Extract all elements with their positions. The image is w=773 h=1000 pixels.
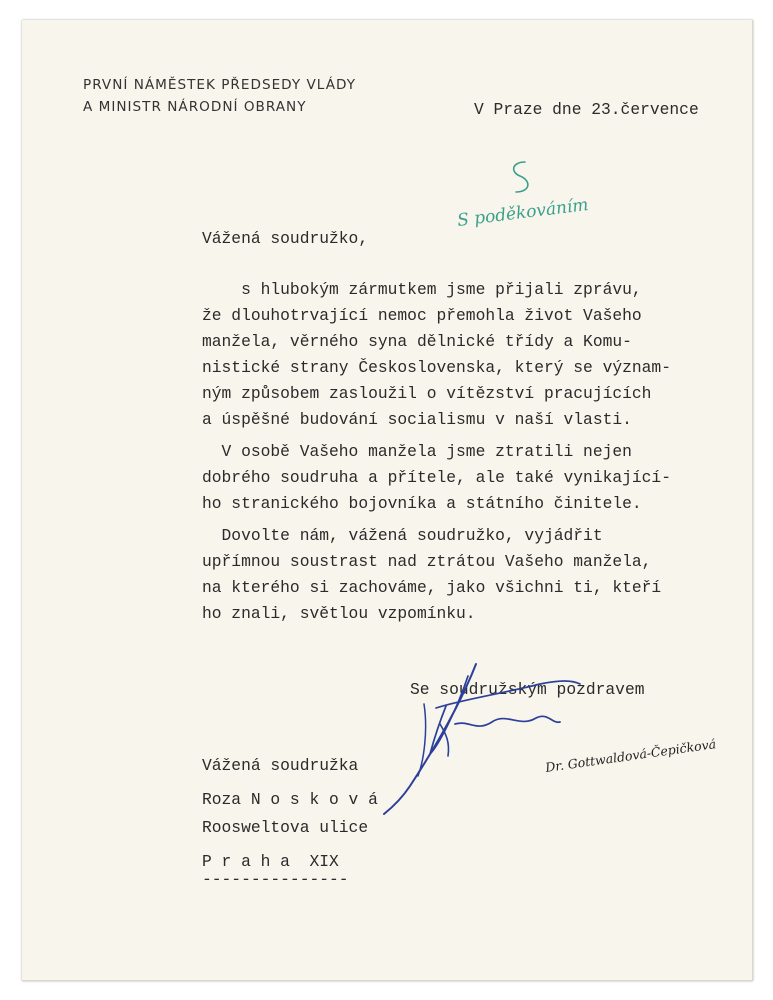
recipient-line-1: Vážená soudružka [202,756,359,775]
recipient-line-3: Roosweltova ulice [202,818,369,837]
letter-date: V Praze dne 23.července [474,100,699,119]
body-line: nistické strany Československa, který se význam- [202,358,671,377]
body-line: že dlouhotrvající nemoc přemohla život Vašeho [202,306,642,325]
body-line: a úspěšné budování socialismu v naší vlasti. [202,410,632,429]
body-line: V osobě Vašeho manžela jsme ztratili nejen [202,442,632,461]
letterhead-line-2: A MINISTR NÁRODNÍ OBRANY [83,99,307,115]
body-line: ným způsobem zasloužil o vítězství pracujících [202,384,652,403]
body-line: Dovolte nám, vážená soudružko, vyjádřit [202,526,603,545]
letterhead-line-1: PRVNÍ NÁMĚSTEK PŘEDSEDY VLÁDY [83,77,357,93]
body-line: upřímnou soustrast nad ztrátou Vašeho manžela, [202,552,652,571]
recipient-line-2: Roza N o s k o v á [202,790,378,809]
handwritten-note-text: Dr. Gottwaldová-Čepičková [544,736,717,775]
recipient-underline: --------------- [202,870,349,889]
body-line: s hlubokým zármutkem jsme přijali zprávu, [202,280,642,299]
body-line: manžela, věrného syna dělnické třídy a Komu- [202,332,632,351]
body-line: ho znali, světlou vzpomínku. [202,604,476,623]
body-line: na kterého si zachováme, jako všichni ti, kteří [202,578,662,597]
salutation: Vážená soudružko, [202,229,369,248]
body-line: ho stranického bojovníka a státního činitele. [202,494,642,513]
annotation-text: S poděkováním [456,195,590,231]
body-line: dobrého soudruha a přítele, ale také vynikající- [202,468,671,487]
recipient-line-4: P r a h a XIX [202,852,339,871]
closing: Se soudružským pozdravem [410,680,645,699]
